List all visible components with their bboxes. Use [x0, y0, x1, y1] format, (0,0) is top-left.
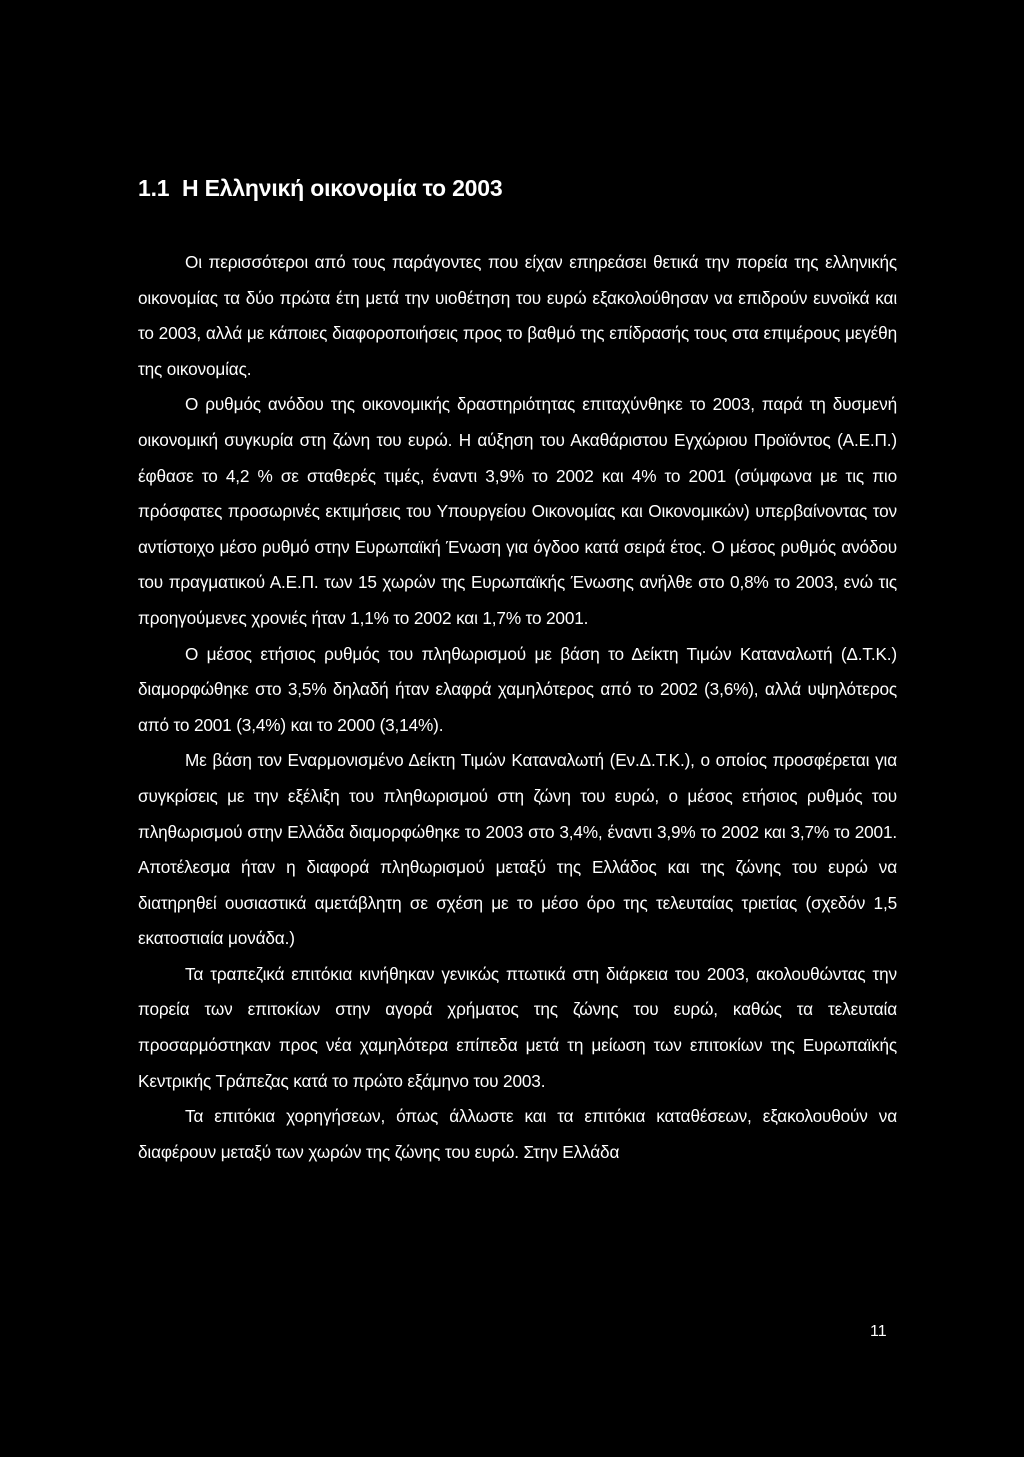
section-number: 1.1 — [138, 175, 170, 201]
paragraph: Με βάση τον Εναρμονισμένο Δείκτη Τιμών Καταναλωτή (Εν.Δ.Τ.Κ.), ο οποίος προσφέρεται για συγκρίσεις με την εξέλιξη του πληθωρισμού στη ζώνη του ευρώ, ο μέσος ετήσιος ρυθμός του πληθωρισμού στην Ελλάδα διαμορφώθηκε το 2003 στο 3,4%, έναντι 3,9% το 2002 και 3,7% το 2001. Αποτέλεσμα ήταν η διαφορά πληθωρισμού μεταξύ της Ελλάδος και της ζώνης του ευρώ να διατηρηθεί ουσιαστικά αμετάβλητη σε σχέση με το μέσο όρο της τελευταίας τριετίας (σχεδόν 1,5 εκατοστιαία μονάδα.) — [138, 750, 897, 949]
paragraph: Τα τραπεζικά επιτόκια κινήθηκαν γενικώς πτωτικά στη διάρκεια του 2003, ακολουθώντας την πορεία των επιτοκίων στην αγορά χρήματος της ζώνης του ευρώ, καθώς τα τελευταία προσαρμόστηκαν προς νέα χαμηλότερα επίπεδα μετά τη μείωση των επιτοκίων της Ευρωπαϊκής Κεντρικής Τράπεζας κατά το πρώτο εξάμηνο του 2003. — [138, 963, 897, 1091]
paragraph: Οι περισσότεροι από τους παράγοντες που είχαν επηρεάσει θετικά την πορεία της ελληνικής οικονομίας τα δύο πρώτα έτη μετά την υιοθέτηση του ευρώ εξακολούθησαν να επιδρούν ευνοϊκά και το 2003, αλλά με κάποιες διαφοροποιήσεις προς το βαθμό της επίδρασής τους στα επιμέρους μεγέθη της οικονομίας. — [138, 252, 897, 379]
page-number: 11 — [870, 1323, 887, 1340]
paragraph: Τα επιτόκια χορηγήσεων, όπως άλλωστε και τα επιτόκια καταθέσεων, εξακολουθούν να διαφέρουν μεταξύ των χωρών της ζώνης του ευρώ. Στην Ελλάδα — [138, 1106, 897, 1162]
paragraph: Ο ρυθμός ανόδου της οικονομικής δραστηριότητας επιταχύνθηκε το 2003, παρά τη δυσμενή οικονομική συγκυρία στη ζώνη του ευρώ. Η αύξηση του Ακαθάριστου Εγχώριου Προϊόντος (Α.Ε.Π.) έφθασε το 4,2 % σε σταθερές τιμές, έναντι 3,9% το 2002 και 4% το 2001 (σύμφωνα με τις πιο πρόσφατες προσωρινές εκτιμήσεις του Υπουργείου Οικονομίας και Οικονομικών) υπερβαίνοντας τον αντίστοιχο μέσο ρυθμό στην Ευρωπαϊκή Ένωση για όγδοο κατά σειρά έτος. Ο μέσος ρυθμός ανόδου του πραγματικού Α.Ε.Π. των 15 χωρών της Ευρωπαϊκής Ένωσης ανήλθε στο 0,8% το 2003, ενώ τις προηγούμενες χρονιές ήταν 1,1% το 2002 και 1,7% το 2001. — [138, 394, 897, 628]
section-heading — [138, 172, 502, 204]
section-title: Η Ελληνική οικονομία το 2003 — [182, 175, 503, 201]
paragraph: Ο μέσος ετήσιος ρυθμός του πληθωρισμού με βάση το Δείκτη Τιμών Καταναλωτή (Δ.Τ.Κ.) διαμορφώθηκε στο 3,5% δηλαδή ήταν ελαφρά χαμηλότερος από το 2002 (3,6%), αλλά υψηλότερος από το 2001 (3,4%) και το 2000 (3,14%). — [138, 643, 897, 735]
body-text — [138, 245, 897, 1170]
